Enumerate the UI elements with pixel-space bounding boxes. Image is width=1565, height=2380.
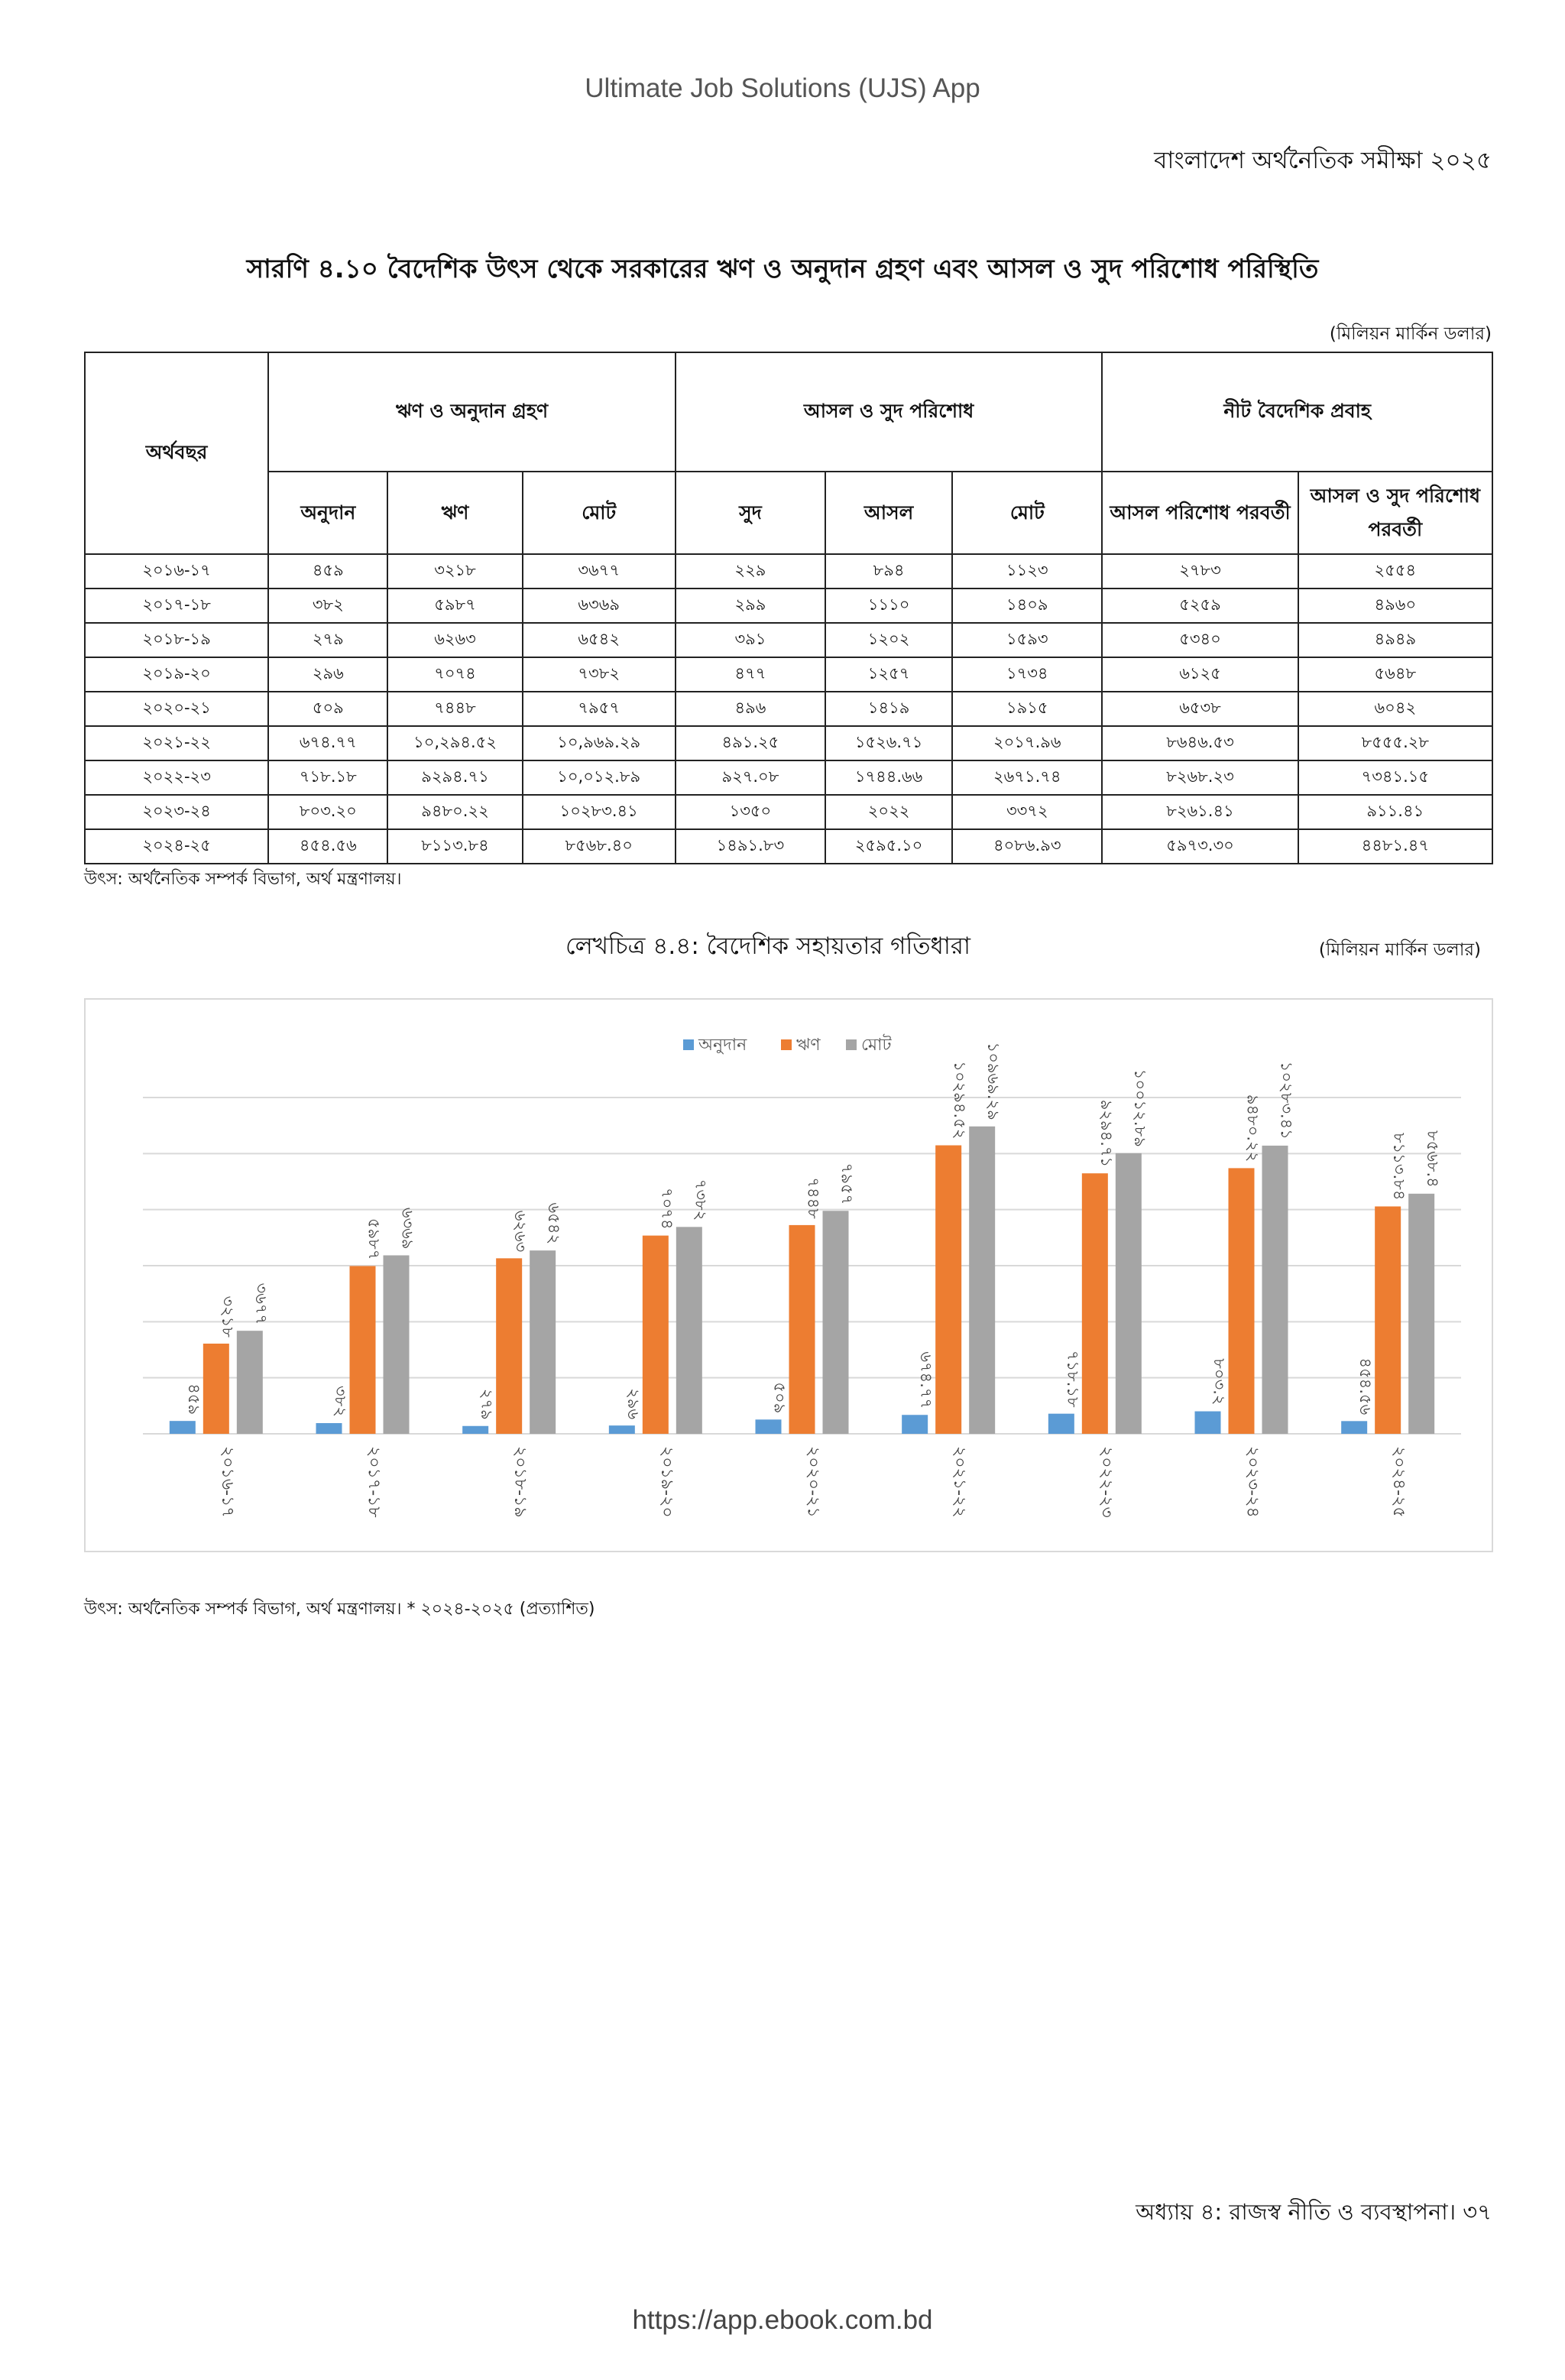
header-receipts: ঋণ ও অনুদান গ্রহণ — [268, 352, 676, 472]
year-cell: ২০১৬-১৭ — [85, 554, 268, 589]
value-cell: ২৭৯ — [268, 623, 387, 657]
loan-value-label: ৩২১৮ — [218, 1295, 237, 1338]
loan-bar — [643, 1236, 669, 1434]
total-bar — [969, 1127, 995, 1434]
value-cell: ১৫২৬.৭১ — [825, 726, 952, 760]
value-cell: ৩৩৭২ — [952, 795, 1102, 829]
legend-label: ঋণ — [796, 1036, 821, 1055]
loan-bar — [496, 1258, 522, 1434]
table-row — [85, 589, 1492, 623]
total-bar — [237, 1331, 263, 1434]
value-cell: ১২০২ — [825, 623, 952, 657]
value-cell: ১০,২৯৪.৫২ — [387, 726, 522, 760]
x-tick-label: ২০১৮-১৯ — [510, 1446, 530, 1518]
header-loan: ঋণ — [387, 472, 522, 554]
grant-value-label: ৪৫৯ — [184, 1383, 203, 1415]
value-cell: ৮১১৩.৮৪ — [387, 829, 522, 864]
chart-svg — [86, 1000, 1492, 1551]
loan-bar — [1082, 1173, 1108, 1434]
header-receipt-total: মোট — [523, 472, 676, 554]
value-cell: ১৩৫০ — [676, 795, 825, 829]
value-cell: ৬০৪২ — [1298, 692, 1492, 726]
value-cell: ৮৫৫৫.২৮ — [1298, 726, 1492, 760]
total-value-label: ৬৩৬৯ — [398, 1207, 417, 1250]
x-tick-label: ২০২৪-২৫ — [1389, 1446, 1409, 1518]
grant-value-label: ৮০৩.২ — [1210, 1358, 1229, 1406]
year-cell: ২০১৭-১৮ — [85, 589, 268, 623]
value-cell: ৫৬৪৮ — [1298, 657, 1492, 692]
value-cell: ৯২৭.০৮ — [676, 760, 825, 795]
value-cell: ২৫৯৫.১০ — [825, 829, 952, 864]
year-cell: ২০২৪-২৫ — [85, 829, 268, 864]
loan-bar — [935, 1146, 961, 1434]
loan-value-label: ৮১১৩.৮৪ — [1390, 1133, 1409, 1201]
footer-chapter: অধ্যায় ৪: রাজস্ব নীতি ও ব্যবস্থাপনা। ৩৭ — [1136, 2199, 1492, 2225]
grant-value-label: ৪৫৪.৫৬ — [1356, 1357, 1375, 1415]
value-cell: ৮৫৬৮.৪০ — [523, 829, 676, 864]
grant-bar — [1048, 1414, 1074, 1434]
loan-value-label: ৯২৯৪.৭১ — [1097, 1099, 1116, 1168]
header-net-after-principal: আসল পরিশোধ পরবর্তী — [1102, 472, 1298, 554]
value-cell: ৮২৬৮.২৩ — [1102, 760, 1298, 795]
value-cell: ৩৮২ — [268, 589, 387, 623]
grant-value-label: ৬৭৪.৭৭ — [917, 1351, 936, 1409]
grant-value-label: ৭১৮.১৮ — [1063, 1350, 1082, 1408]
total-bar — [823, 1211, 849, 1434]
header-repay-total: মোট — [952, 472, 1102, 554]
loan-bar — [1229, 1168, 1255, 1434]
value-cell: ২২৯ — [676, 554, 825, 589]
total-value-label: ৭৯৫৭ — [838, 1162, 857, 1205]
year-cell: ২০১৮-১৯ — [85, 623, 268, 657]
value-cell: ৭০৭৪ — [387, 657, 522, 692]
value-cell: ১০,৯৬৯.২৯ — [523, 726, 676, 760]
header-repayment: আসল ও সুদ পরিশোধ — [676, 352, 1103, 472]
table-row — [85, 726, 1492, 760]
x-tick-label: ২০২৩-২৪ — [1243, 1446, 1262, 1518]
value-cell: ২৯৯ — [676, 589, 825, 623]
loan-value-label: ৭৪৪৮ — [804, 1177, 823, 1219]
value-cell: ২০২২ — [825, 795, 952, 829]
header-interest: সুদ — [676, 472, 825, 554]
chart-unit: (মিলিয়ন মার্কিন ডলার) — [1318, 940, 1481, 960]
chart-source: উৎস: অর্থনৈতিক সম্পর্ক বিভাগ, অর্থ মন্ত্রণালয়। * ২০২৪-২০২৫ (প্রত্যাশিত) — [84, 1600, 595, 1619]
total-value-label: ৬৫৪২ — [545, 1202, 564, 1245]
total-bar — [1408, 1194, 1434, 1434]
value-cell: ৮৬৪৬.৫৩ — [1102, 726, 1298, 760]
value-cell: ৯২৯৪.৭১ — [387, 760, 522, 795]
legend-swatch — [683, 1039, 694, 1050]
value-cell: ১৭৪৪.৬৬ — [825, 760, 952, 795]
value-cell: ৮৯৪ — [825, 554, 952, 589]
grant-value-label: ২৭৯ — [478, 1388, 497, 1420]
value-cell: ১৯১৫ — [952, 692, 1102, 726]
app-header: Ultimate Job Solutions (UJS) App — [585, 73, 980, 103]
legend-swatch — [781, 1039, 792, 1050]
x-tick-label: ২০২২-২৩ — [1096, 1446, 1116, 1518]
value-cell: ৬২৬৩ — [387, 623, 522, 657]
grant-bar — [316, 1423, 342, 1434]
year-cell: ২০২২-২৩ — [85, 760, 268, 795]
loan-value-label: ৯৪৮০.২২ — [1243, 1094, 1262, 1162]
total-value-label: ৮৫৬৮.৪ — [1424, 1130, 1443, 1188]
header-net-flow: নীট বৈদেশিক প্রবাহ — [1102, 352, 1492, 472]
value-cell: ৭৪৪৮ — [387, 692, 522, 726]
grant-bar — [1341, 1421, 1367, 1434]
header-grant: অনুদান — [268, 472, 387, 554]
loan-bar — [1375, 1206, 1401, 1434]
value-cell: ৮২৬১.৪১ — [1102, 795, 1298, 829]
value-cell: ৪৯৬ — [676, 692, 825, 726]
table-row — [85, 760, 1492, 795]
table-row — [85, 623, 1492, 657]
value-cell: ১০,০১২.৮৯ — [523, 760, 676, 795]
total-bar — [676, 1227, 702, 1434]
loan-bar — [789, 1225, 815, 1434]
value-cell: ৭১৮.১৮ — [268, 760, 387, 795]
value-cell: ৫০৯ — [268, 692, 387, 726]
value-cell: ১৫৯৩ — [952, 623, 1102, 657]
header-year: অর্থবছর — [85, 352, 268, 554]
value-cell: ৪৯৬০ — [1298, 589, 1492, 623]
table-row — [85, 657, 1492, 692]
value-cell: ১০২৮৩.৪১ — [523, 795, 676, 829]
value-cell: ৯১১.৪১ — [1298, 795, 1492, 829]
value-cell: ৭৩৮২ — [523, 657, 676, 692]
loan-value-label: ১০২৯৪.৫২ — [951, 1061, 970, 1140]
table-row — [85, 692, 1492, 726]
value-cell: ৪৯১.২৫ — [676, 726, 825, 760]
value-cell: ২৫৫৪ — [1298, 554, 1492, 589]
x-tick-label: ২০২০-২১ — [803, 1446, 823, 1518]
total-value-label: ৩৬৭৭ — [251, 1282, 271, 1325]
total-bar — [530, 1250, 556, 1434]
value-cell: ৭৩৪১.১৫ — [1298, 760, 1492, 795]
table-title: সারণি ৪.১০ বৈদেশিক উৎস থেকে সরকারের ঋণ ও অনুদান গ্রহণ এবং আসল ও সুদ পরিশোধ পরিস্থিতি — [246, 254, 1319, 284]
chart-area — [84, 998, 1493, 1552]
value-cell: ৪০৮৬.৯৩ — [952, 829, 1102, 864]
loan-value-label: ৭০৭৪ — [657, 1188, 676, 1230]
grant-bar — [609, 1425, 635, 1434]
loan-bar — [203, 1344, 229, 1434]
value-cell: ১১২৩ — [952, 554, 1102, 589]
grant-value-label: ৩৮২ — [331, 1386, 350, 1417]
grant-bar — [462, 1426, 488, 1434]
header-net-after-all: আসল ও সুদ পরিশোধ পরবর্তী — [1298, 472, 1492, 554]
loan-value-label: ৬২৬৩ — [511, 1210, 530, 1253]
grant-bar — [1195, 1412, 1221, 1434]
year-cell: ২০২৩-২৪ — [85, 795, 268, 829]
value-cell: ৩৯১ — [676, 623, 825, 657]
value-cell: ৪৫৪.৫৬ — [268, 829, 387, 864]
x-tick-label: ২০১৭-১৮ — [364, 1446, 384, 1518]
table-row — [85, 554, 1492, 589]
value-cell: ৪৪৮১.৪৭ — [1298, 829, 1492, 864]
table-unit: (মিলিয়ন মার্কিন ডলার) — [1329, 324, 1492, 344]
document-header: বাংলাদেশ অর্থনৈতিক সমীক্ষা ২০২৫ — [1154, 147, 1492, 174]
loan-bar — [350, 1266, 376, 1434]
total-value-label: ১০৯৬৯.২৯ — [984, 1042, 1003, 1120]
total-bar — [1262, 1146, 1288, 1434]
aid-table — [84, 352, 1493, 864]
grant-value-label: ৫০৯ — [770, 1382, 789, 1414]
grant-value-label: ২৯৬ — [624, 1388, 643, 1420]
value-cell: ৫৯৭৩.৩০ — [1102, 829, 1298, 864]
footer-url[interactable]: https://app.ebook.com.bd — [632, 2305, 933, 2335]
value-cell: ১৭৩৪ — [952, 657, 1102, 692]
value-cell: ১৪৯১.৮৩ — [676, 829, 825, 864]
value-cell: ৪৭৭ — [676, 657, 825, 692]
value-cell: ২৯৬ — [268, 657, 387, 692]
value-cell: ৩২১৮ — [387, 554, 522, 589]
year-cell: ২০২০-২১ — [85, 692, 268, 726]
value-cell: ১৪১৯ — [825, 692, 952, 726]
legend-label: মোট — [861, 1036, 892, 1055]
x-tick-label: ২০১৯-২০ — [656, 1446, 676, 1518]
value-cell: ৪৯৪৯ — [1298, 623, 1492, 657]
value-cell: ১৪০৯ — [952, 589, 1102, 623]
value-cell: ১২৫৭ — [825, 657, 952, 692]
total-bar — [384, 1255, 410, 1434]
x-tick-label: ২০১৬-১৭ — [217, 1446, 237, 1518]
total-value-label: ১০০১২.৮৯ — [1130, 1068, 1149, 1147]
value-cell: ৪৫৯ — [268, 554, 387, 589]
value-cell: ৫৩৪০ — [1102, 623, 1298, 657]
grant-bar — [170, 1421, 196, 1434]
value-cell: ৭৯৫৭ — [523, 692, 676, 726]
table-row — [85, 795, 1492, 829]
total-value-label: ১০২৮৩.৪১ — [1277, 1061, 1296, 1140]
table-source: উৎস: অর্থনৈতিক সম্পর্ক বিভাগ, অর্থ মন্ত্রণালয়। — [84, 870, 402, 889]
grant-bar — [902, 1415, 928, 1434]
value-cell: ৬৩৬৯ — [523, 589, 676, 623]
value-cell: ৬৫৩৮ — [1102, 692, 1298, 726]
value-cell: ২০১৭.৯৬ — [952, 726, 1102, 760]
value-cell: ৬৫৪২ — [523, 623, 676, 657]
total-bar — [1116, 1153, 1142, 1434]
value-cell: ৫৯৮৭ — [387, 589, 522, 623]
value-cell: ২৭৮৩ — [1102, 554, 1298, 589]
loan-value-label: ৫৯৮৭ — [365, 1218, 384, 1260]
table-body — [85, 554, 1492, 864]
value-cell: ৮০৩.২০ — [268, 795, 387, 829]
legend-swatch — [846, 1039, 857, 1050]
value-cell: ৩৬৭৭ — [523, 554, 676, 589]
year-cell: ২০২১-২২ — [85, 726, 268, 760]
table-row — [85, 829, 1492, 864]
grant-bar — [756, 1419, 782, 1434]
value-cell: ৫২৫৯ — [1102, 589, 1298, 623]
x-tick-label: ২০২১-২২ — [950, 1446, 970, 1518]
total-value-label: ৭৩৮২ — [691, 1179, 710, 1221]
value-cell: ৯৪৮০.২২ — [387, 795, 522, 829]
header-principal: আসল — [825, 472, 952, 554]
chart-title: লেখচিত্র ৪.৪: বৈদেশিক সহায়তার গতিধারা — [565, 932, 970, 960]
value-cell: ১১১০ — [825, 589, 952, 623]
legend-label: অনুদান — [698, 1036, 747, 1055]
value-cell: ৬১২৫ — [1102, 657, 1298, 692]
value-cell: ৬৭৪.৭৭ — [268, 726, 387, 760]
year-cell: ২০১৯-২০ — [85, 657, 268, 692]
value-cell: ২৬৭১.৭৪ — [952, 760, 1102, 795]
